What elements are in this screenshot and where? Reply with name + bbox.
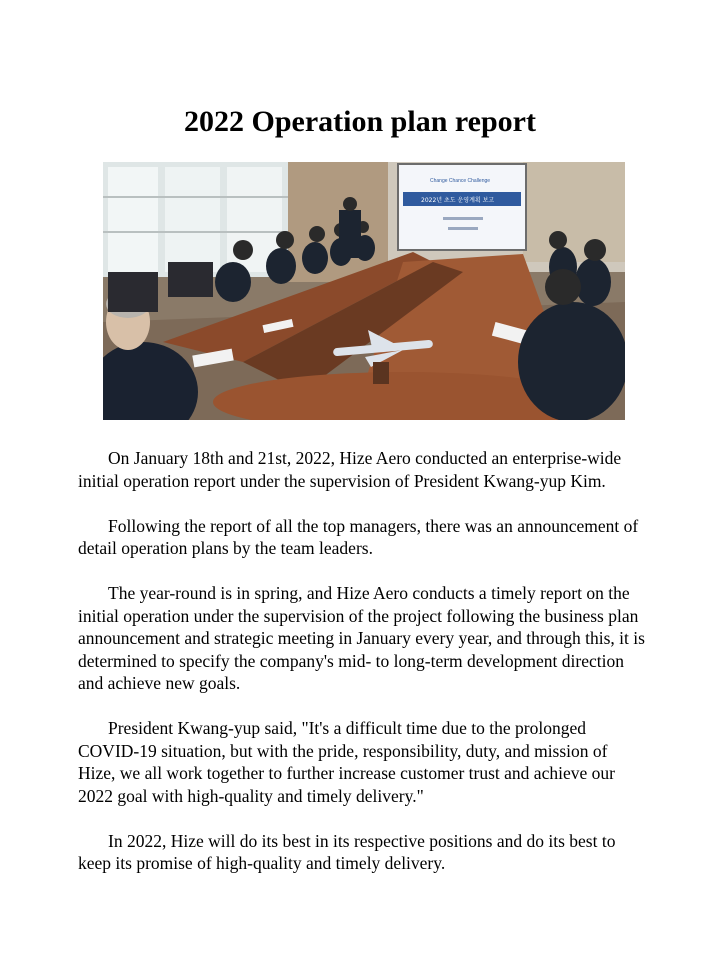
meeting-room-photo [103, 162, 625, 420]
screen-heading: 2022년 초도 운영계획 보고 [421, 197, 495, 204]
paragraph-2: Following the report of all the top managers, there was an announcement of detail operation plans by the team leaders. [78, 515, 639, 558]
paragraph-5: In 2022, Hize will do its best in its respective positions and do its best to keep its promise of high-quality and timely delivery. [78, 830, 616, 873]
article-body [78, 447, 648, 897]
page-title: 2022 Operation plan report [184, 105, 536, 138]
paragraph-1: On January 18th and 21st, 2022, Hize Aero conducted an enterprise-wide initial operation report under the supervision of President Kwang-yup Kim. [78, 448, 622, 491]
paragraph-4: President Kwang-yup said, "It's a difficult time due to the prolonged COVID-19 situation, but with the pride, responsibility, duty, and mission of Hize, we all work together to further increase customer trust and achieve our 2022 goal with high-quality and timely delivery." [78, 718, 615, 806]
screen-title: Change Chance Challenge [430, 178, 491, 184]
paragraph-3: The year-round is in spring, and Hize Aero conducts a timely report on the initial operation under the supervision of the project following the business plan announcement and strategic meeting in January every year, and through this, it is determined to specify the company's mid- to long-term development direction and achieve new goals. [78, 583, 645, 693]
